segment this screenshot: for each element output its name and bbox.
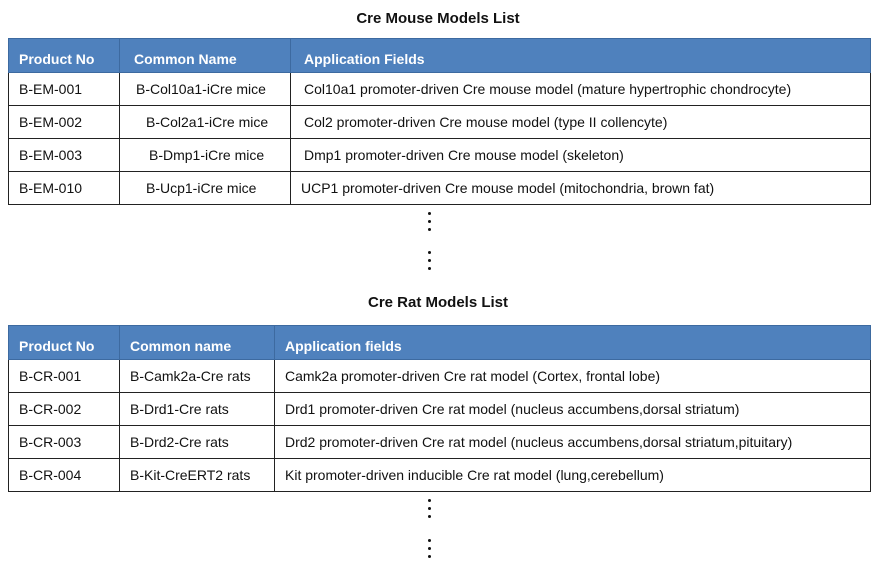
product-no-cell: B-EM-002 <box>9 106 120 139</box>
table-row <box>9 172 871 205</box>
mouse-models-title: Cre Mouse Models List <box>356 10 520 27</box>
common-name-cell: B-Ucp1-iCre mice <box>120 172 291 205</box>
application-fields-cell: Col10a1 promoter-driven Cre mouse model (mature hypertrophic chondrocyte) <box>291 73 871 106</box>
product-no-cell: B-EM-003 <box>9 139 120 172</box>
common-name-cell: B-Dmp1-iCre mice <box>120 139 291 172</box>
application-fields-cell: Camk2a promoter-driven Cre rat model (Cortex, frontal lobe) <box>275 360 871 393</box>
continuation-dots <box>427 499 431 523</box>
continuation-dots <box>427 212 431 236</box>
continuation-dots <box>427 539 431 563</box>
product-no-cell: B-CR-004 <box>9 459 120 492</box>
header-product-no: Product No <box>9 39 120 73</box>
application-fields-cell: UCP1 promoter-driven Cre mouse model (mitochondria, brown fat) <box>291 172 871 205</box>
header-common-name: Common Name <box>120 39 291 73</box>
table-row <box>9 393 871 426</box>
application-fields-cell: Dmp1 promoter-driven Cre mouse model (skeleton) <box>291 139 871 172</box>
common-name-cell: B-Kit-CreERT2 rats <box>120 459 275 492</box>
product-no-cell: B-EM-010 <box>9 172 120 205</box>
application-fields-cell: Drd2 promoter-driven Cre rat model (nucleus accumbens,dorsal striatum,pituitary) <box>275 426 871 459</box>
application-fields-cell: Kit promoter-driven inducible Cre rat model (lung,cerebellum) <box>275 459 871 492</box>
common-name-cell: B-Drd2-Cre rats <box>120 426 275 459</box>
product-no-cell: B-EM-001 <box>9 73 120 106</box>
application-fields-cell: Drd1 promoter-driven Cre rat model (nucleus accumbens,dorsal striatum) <box>275 393 871 426</box>
table-header-row <box>9 326 871 360</box>
common-name-cell: B-Drd1-Cre rats <box>120 393 275 426</box>
header-application-fields: Application Fields <box>291 39 871 73</box>
common-name-cell: B-Col2a1-iCre mice <box>120 106 291 139</box>
rat-models-title: Cre Rat Models List <box>367 294 509 311</box>
common-name-cell: B-Col10a1-iCre mice <box>120 73 291 106</box>
table-header-row <box>9 39 871 73</box>
table-row <box>9 459 871 492</box>
product-no-cell: B-CR-003 <box>9 426 120 459</box>
table-row <box>9 73 871 106</box>
product-no-cell: B-CR-002 <box>9 393 120 426</box>
continuation-dots <box>427 251 431 275</box>
table-row <box>9 360 871 393</box>
application-fields-cell: Col2 promoter-driven Cre mouse model (type II collencyte) <box>291 106 871 139</box>
header-product-no: Product No <box>9 326 120 360</box>
product-no-cell: B-CR-001 <box>9 360 120 393</box>
rat-models-table <box>8 325 871 492</box>
table-row <box>9 139 871 172</box>
header-common-name: Common name <box>120 326 275 360</box>
table-row <box>9 426 871 459</box>
common-name-cell: B-Camk2a-Cre rats <box>120 360 275 393</box>
header-application-fields: Application fields <box>275 326 871 360</box>
table-row <box>9 106 871 139</box>
mouse-models-table <box>8 38 871 205</box>
